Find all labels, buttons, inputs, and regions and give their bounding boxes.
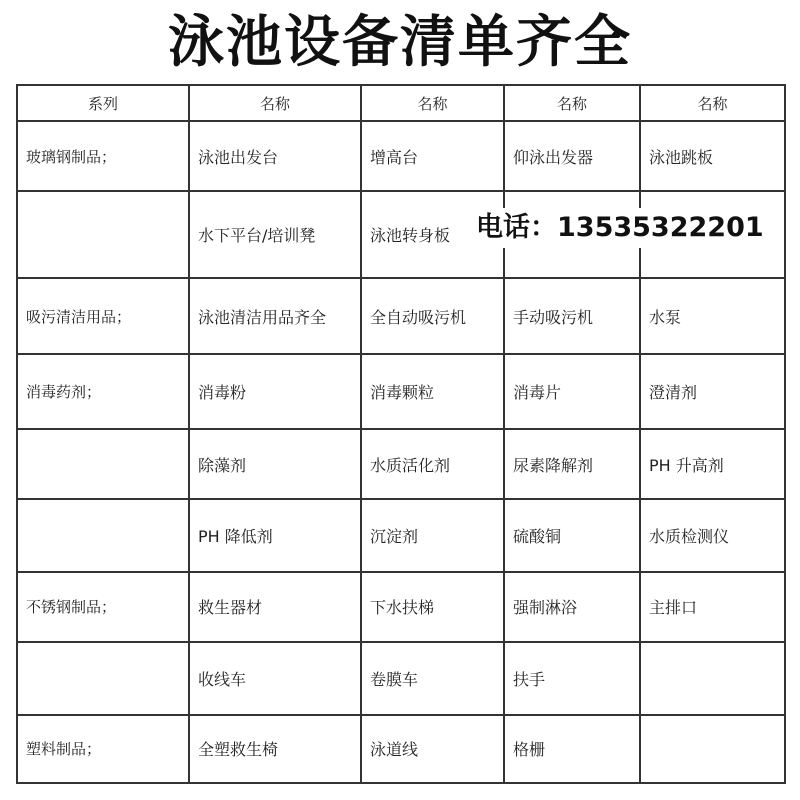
series-cell: 消毒药剂； (17, 354, 189, 428)
item-cell: 卷膜车 (361, 642, 504, 714)
item-cell: 下水扶梯 (361, 572, 504, 642)
table-row (17, 278, 785, 354)
item-cell: 水泵 (640, 278, 785, 354)
item-cell: 硫酸铜 (504, 499, 640, 571)
table-row (17, 715, 785, 783)
item-cell: 消毒片 (504, 354, 640, 428)
item-cell: 收线车 (189, 642, 361, 714)
table-row (17, 572, 785, 642)
table-row (17, 642, 785, 714)
series-cell (17, 642, 189, 714)
phone-contact (474, 208, 766, 248)
series-cell (17, 429, 189, 499)
item-cell (640, 715, 785, 783)
column-header-name: 名称 (361, 85, 504, 121)
item-cell: 消毒粉 (189, 354, 361, 428)
column-header-name: 名称 (504, 85, 640, 121)
item-cell: 泳池跳板 (640, 121, 785, 191)
item-cell: 强制淋浴 (504, 572, 640, 642)
table-row (17, 121, 785, 191)
page-title: 泳池设备清单齐全 (168, 9, 632, 75)
item-cell: 尿素降解剂 (504, 429, 640, 499)
item-cell: 水质检测仪 (640, 499, 785, 571)
table-row (17, 499, 785, 571)
series-cell: 吸污清洁用品； (17, 278, 189, 354)
table-row (17, 354, 785, 428)
column-header-series: 系列 (17, 85, 189, 121)
item-cell (640, 642, 785, 714)
item-cell: 格栅 (504, 715, 640, 783)
item-cell: 仰泳出发器 (504, 121, 640, 191)
item-cell: 澄清剂 (640, 354, 785, 428)
item-cell: 主排口 (640, 572, 785, 642)
series-cell: 玻璃钢制品； (17, 121, 189, 191)
series-cell (17, 499, 189, 571)
item-cell: 全塑救生椅 (189, 715, 361, 783)
series-cell (17, 191, 189, 278)
column-header-name: 名称 (189, 85, 361, 121)
table-row (17, 429, 785, 499)
item-cell: 泳道线 (361, 715, 504, 783)
item-cell: 泳池清洁用品齐全 (189, 278, 361, 354)
phone-label: 电话： (476, 212, 557, 243)
item-cell: 消毒颗粒 (361, 354, 504, 428)
item-cell: PH 降低剂 (189, 499, 361, 571)
phone-number: 13535322201 (557, 212, 764, 243)
item-cell: 泳池转身板 (361, 191, 504, 278)
series-cell: 塑料制品； (17, 715, 189, 783)
item-cell: 水质活化剂 (361, 429, 504, 499)
item-cell: 救生器材 (189, 572, 361, 642)
item-cell: 除藻剂 (189, 429, 361, 499)
item-cell: 增高台 (361, 121, 504, 191)
equipment-table (16, 84, 786, 784)
column-header-name: 名称 (640, 85, 785, 121)
item-cell: 手动吸污机 (504, 278, 640, 354)
series-cell: 不锈钢制品； (17, 572, 189, 642)
item-cell: 扶手 (504, 642, 640, 714)
equipment-table-wrapper (16, 84, 784, 784)
item-cell: 水下平台/培训凳 (189, 191, 361, 278)
item-cell: 全自动吸污机 (361, 278, 504, 354)
item-cell: 沉淀剂 (361, 499, 504, 571)
item-cell: 泳池出发台 (189, 121, 361, 191)
table-header-row (17, 85, 785, 121)
item-cell: PH 升高剂 (640, 429, 785, 499)
